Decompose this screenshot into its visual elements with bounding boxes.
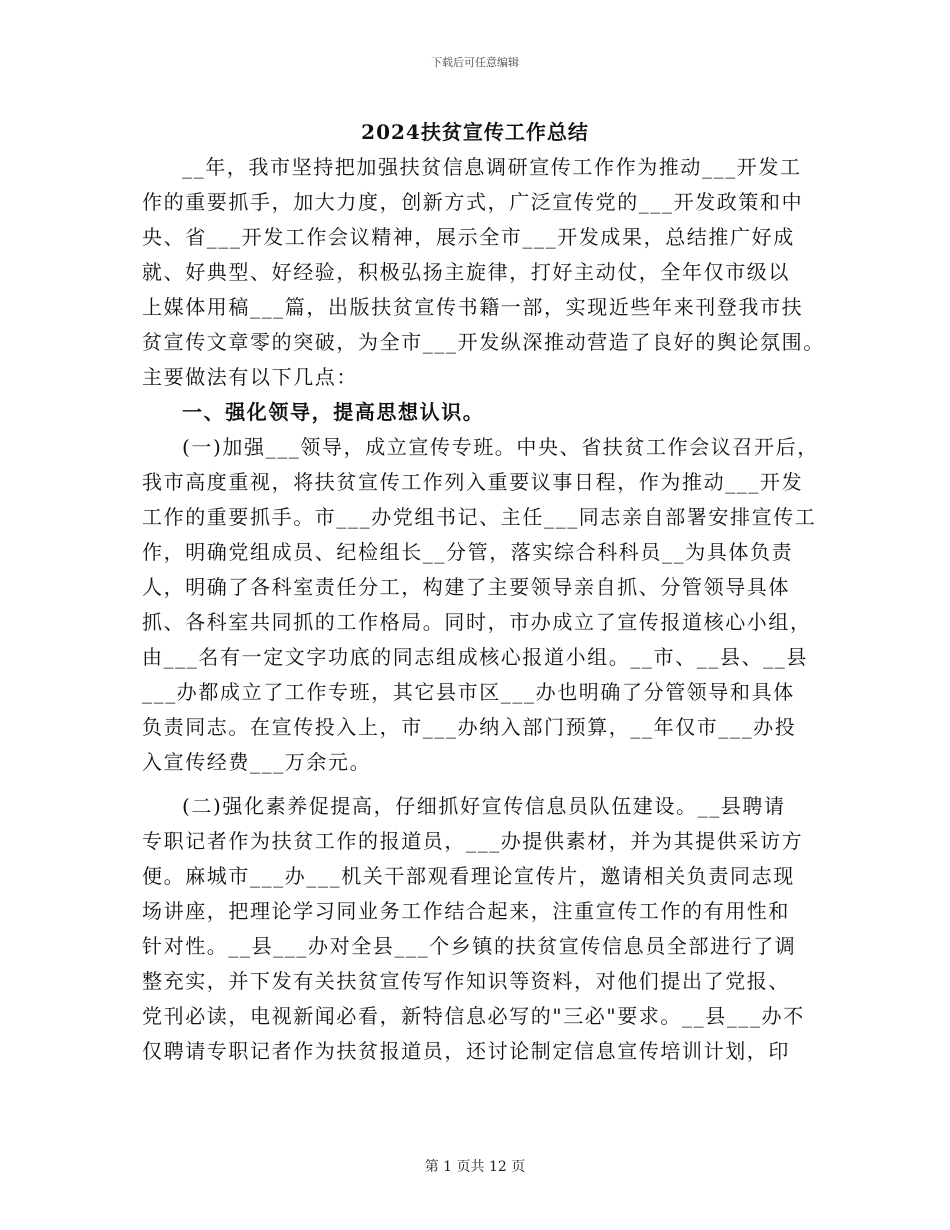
body-line: 人，明确了各科室责任分工，构建了主要领导亲自抓、分管领导具体: [142, 575, 790, 599]
body-line: 就、好典型、好经验，积极弘扬主旋律，打好主动仗，全年仅市级以: [142, 260, 790, 284]
section-heading: 一、强化领导，提高思想认识。: [182, 400, 485, 424]
body-line: ___办都成立了工作专班，其它县市区___办也明确了分管领导和具体: [142, 680, 795, 704]
body-line: 针对性。__县___办对全县___个乡镇的扶贫宣传信息员全部进行了调: [142, 934, 797, 958]
body-line: 党刊必读，电视新闻必看，新特信息必写的"三必"要求。__县___办不: [142, 1004, 805, 1028]
body-line: 抓、各科室共同抓的工作格局。同时，市办成立了宣传报道核心小组，: [142, 610, 812, 634]
body-line: 由___名有一定文字功底的同志组成核心报道小组。__市、__县、__县: [142, 645, 808, 669]
body-line: 工作的重要抓手。市___办党组书记、主任___同志亲自部署安排宣传工: [142, 505, 817, 529]
body-line: 央、省___开发工作会议精神，展示全市___开发成果，总结推广好成: [142, 225, 795, 249]
body-line: (一)加强___领导，成立宣传专班。中央、省扶贫工作会议召开后，: [182, 435, 819, 459]
page-header: 下载后可任意编辑: [431, 56, 519, 69]
body-line: 主要做法有以下几点：: [142, 365, 358, 389]
page-footer: 第 1 页共 12 页: [424, 1159, 526, 1175]
body-line: 仅聘请专职记者作为扶贫报道员，还讨论制定信息宣传培训计划，印: [142, 1039, 790, 1063]
body-line: 作，明确党组成员、纪检组长__分管，落实综合科科员__为具体负责: [142, 540, 794, 564]
body-line: 作的重要抓手，加大力度，创新方式，广泛宣传党的___开发政策和中: [142, 190, 804, 214]
body-line: __年，我市坚持把加强扶贫信息调研宣传工作作为推动___开发工: [182, 155, 802, 179]
body-line: 贫宣传文章零的突破，为全市___开发纵深推动营造了良好的舆论氛围。: [142, 330, 825, 354]
body-line: (二)强化素养促提高，仔细抓好宣传信息员队伍建设。__县聘请: [182, 794, 786, 818]
body-line: 场讲座，把理论学习同业务工作结合起来，注重宣传工作的有用性和: [142, 899, 790, 923]
body-line: 入宣传经费___万余元。: [142, 750, 372, 774]
document-title: 2024扶贫宣传工作总结: [361, 120, 589, 144]
body-line: 整充实，并下发有关扶贫宣传写作知识等资料，对他们提出了党报、: [142, 969, 790, 993]
body-line: 专职记者作为扶贫工作的报道员，___办提供素材，并为其提供采访方: [142, 829, 804, 853]
body-line: 我市高度重视，将扶贫宣传工作列入重要议事日程，作为推动___开发: [142, 470, 804, 494]
body-line: 便。麻城市___办___机关干部观看理论宣传片，邀请相关负责同志现: [142, 864, 795, 888]
body-line: 上媒体用稿___篇，出版扶贫宣传书籍一部，实现近些年来刊登我市扶: [142, 295, 804, 319]
body-line: 负责同志。在宣传投入上，市___办纳入部门预算，__年仅市___办投: [142, 715, 797, 739]
